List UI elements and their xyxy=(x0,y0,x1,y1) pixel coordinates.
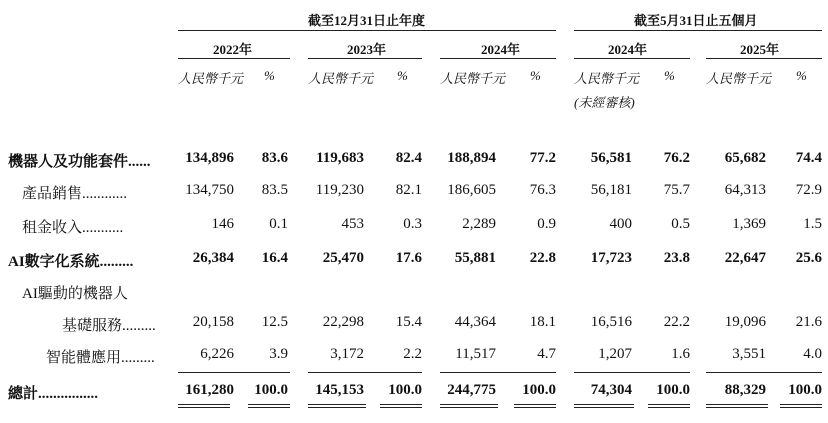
value-2024-5m-amount: 56,581 xyxy=(590,150,632,166)
value-2022-pct: 83.5 xyxy=(261,182,288,198)
subtotal-rule xyxy=(706,372,822,373)
value-2024-5m-amount: 74,304 xyxy=(590,382,632,398)
row-label xyxy=(8,382,98,403)
value-2025-5m-pct: 4.0 xyxy=(803,346,822,362)
value-2023-pct: 100.0 xyxy=(388,382,422,398)
value-2022-pct: 100.0 xyxy=(254,382,288,398)
value-2023-amount: 22,298 xyxy=(322,314,364,330)
group-rule-five-months xyxy=(574,30,822,31)
value-2025-5m-pct: 1.5 xyxy=(803,216,822,232)
value-2025-5m-amount: 1,369 xyxy=(732,216,766,232)
pct-header-2024: % xyxy=(530,68,541,83)
value-2022-amount: 134,896 xyxy=(185,150,234,166)
row-label xyxy=(8,150,151,171)
unit-header-2022: 人民幣千元 xyxy=(178,71,244,86)
pct-header-2022: % xyxy=(264,68,275,83)
total-double-rule xyxy=(574,404,634,408)
subtotal-rule xyxy=(440,372,556,373)
value-2024-pct: 77.2 xyxy=(529,150,556,166)
value-2023-amount: 145,153 xyxy=(315,382,364,398)
total-double-rule xyxy=(380,404,422,408)
value-2024-amount: 2,289 xyxy=(462,216,496,232)
value-2024-pct: 18.1 xyxy=(529,314,556,330)
row-label-text: 產品銷售 xyxy=(22,186,83,202)
row-label-leader: ......... xyxy=(121,350,155,366)
value-2024-5m-pct: 75.7 xyxy=(663,182,690,198)
row-label-text: 機器人及功能套件 xyxy=(8,154,129,170)
unit-header-2024: 人民幣千元 xyxy=(440,71,506,86)
value-2023-amount: 25,470 xyxy=(322,250,364,266)
value-2024-amount: 44,364 xyxy=(454,314,496,330)
value-2022-pct: 12.5 xyxy=(261,314,288,330)
year-rule-2022 xyxy=(178,58,290,59)
value-2025-5m-amount: 22,647 xyxy=(724,250,766,266)
value-2025-5m-amount: 88,329 xyxy=(724,382,766,398)
row-label xyxy=(8,250,133,271)
row-label-text: AI數字化系統 xyxy=(8,254,100,270)
value-2025-5m-pct: 100.0 xyxy=(788,382,822,398)
value-2024-5m-amount: 16,516 xyxy=(590,314,632,330)
total-double-rule xyxy=(648,404,690,408)
row-label-leader: ............ xyxy=(82,186,128,202)
year-header-2022: 2022年 xyxy=(213,42,253,57)
year-header-2024: 2024年 xyxy=(481,42,521,57)
value-2022-amount: 20,158 xyxy=(192,314,234,330)
row-label-leader: ......... xyxy=(99,254,134,270)
row-label-text: AI驅動的機器人 xyxy=(22,286,128,302)
value-2024-pct: 22.8 xyxy=(529,250,556,266)
value-2024-amount: 244,775 xyxy=(447,382,496,398)
subtotal-rule xyxy=(308,372,422,373)
value-2022-amount: 161,280 xyxy=(185,382,234,398)
row-label xyxy=(22,282,128,303)
value-2023-pct: 17.6 xyxy=(395,250,422,266)
row-label-leader: ...... xyxy=(128,154,151,170)
unit-header-2023: 人民幣千元 xyxy=(308,71,374,86)
value-2022-pct: 3.9 xyxy=(269,346,288,362)
total-double-rule xyxy=(780,404,822,408)
total-double-rule xyxy=(514,404,556,408)
value-2023-amount: 119,230 xyxy=(315,182,364,198)
value-2025-5m-amount: 64,313 xyxy=(724,182,766,198)
unaudited-note: (未經審核) xyxy=(574,95,635,110)
value-2024-5m-pct: 76.2 xyxy=(663,150,690,166)
value-2023-amount: 119,683 xyxy=(316,150,364,166)
row-label-text: 租金收入 xyxy=(22,220,83,236)
value-2024-amount: 186,605 xyxy=(447,182,496,198)
value-2025-5m-pct: 72.9 xyxy=(795,182,822,198)
value-2023-pct: 15.4 xyxy=(395,314,422,330)
total-double-rule xyxy=(706,404,768,408)
row-label xyxy=(22,216,123,237)
value-2024-pct: 4.7 xyxy=(537,346,556,362)
year-header-2024-five-months: 2024年 xyxy=(608,42,648,57)
total-double-rule xyxy=(308,404,366,408)
year-rule-2024-five-months xyxy=(574,58,690,59)
value-2024-amount: 188,894 xyxy=(447,150,496,166)
value-2023-amount: 453 xyxy=(341,216,364,232)
value-2024-pct: 76.3 xyxy=(529,182,556,198)
pct-header-2024-five-months: % xyxy=(664,68,675,83)
row-label-leader: ........... xyxy=(82,220,124,236)
row-label-leader: ......... xyxy=(122,318,156,334)
subtotal-rule xyxy=(574,372,690,373)
group-header-five-months: 截至5月31日止五個月 xyxy=(634,13,758,28)
row-label-text: 基礎服務 xyxy=(62,318,123,334)
row-label-text: 智能體應用 xyxy=(46,350,122,366)
year-rule-2023 xyxy=(308,58,422,59)
total-double-rule xyxy=(178,404,230,408)
value-2024-5m-pct: 0.5 xyxy=(671,216,690,232)
value-2024-amount: 11,517 xyxy=(455,346,496,362)
value-2023-pct: 82.1 xyxy=(395,182,422,198)
value-2024-amount: 55,881 xyxy=(454,250,496,266)
unit-header-2025-five-months: 人民幣千元 xyxy=(706,71,772,86)
value-2024-5m-pct: 23.8 xyxy=(663,250,690,266)
row-label xyxy=(62,314,156,335)
subtotal-rule xyxy=(178,372,290,373)
value-2022-amount: 26,384 xyxy=(192,250,234,266)
value-2024-5m-pct: 1.6 xyxy=(671,346,690,362)
value-2022-pct: 83.6 xyxy=(261,150,288,166)
group-rule-fiscal-years xyxy=(178,30,556,31)
value-2023-pct: 82.4 xyxy=(395,150,422,166)
value-2024-pct: 100.0 xyxy=(522,382,556,398)
value-2022-pct: 0.1 xyxy=(269,216,288,232)
value-2024-5m-amount: 1,207 xyxy=(598,346,632,362)
value-2025-5m-pct: 21.6 xyxy=(795,314,822,330)
year-rule-2025-five-months xyxy=(706,58,822,59)
value-2025-5m-amount: 3,551 xyxy=(732,346,766,362)
value-2024-5m-amount: 56,181 xyxy=(590,182,632,198)
value-2022-amount: 6,226 xyxy=(200,346,234,362)
pct-header-2025-five-months: % xyxy=(796,68,807,83)
value-2022-amount: 134,750 xyxy=(185,182,234,198)
total-double-rule xyxy=(440,404,498,408)
row-label-text: 總計 xyxy=(8,386,39,402)
value-2023-amount: 3,172 xyxy=(330,346,364,362)
pct-header-2023: % xyxy=(397,68,408,83)
row-label xyxy=(22,182,127,203)
value-2024-5m-pct: 22.2 xyxy=(663,314,690,330)
row-label-leader: ................ xyxy=(38,386,99,402)
year-header-2023: 2023年 xyxy=(347,42,387,57)
total-double-rule xyxy=(248,404,290,408)
value-2025-5m-amount: 65,682 xyxy=(724,150,766,166)
value-2025-5m-amount: 19,096 xyxy=(724,314,766,330)
value-2022-pct: 16.4 xyxy=(261,250,288,266)
value-2023-pct: 2.2 xyxy=(403,346,422,362)
value-2025-5m-pct: 25.6 xyxy=(795,250,822,266)
year-rule-2024 xyxy=(440,58,556,59)
row-label xyxy=(46,346,155,367)
value-2024-5m-pct: 100.0 xyxy=(656,382,690,398)
value-2022-amount: 146 xyxy=(211,216,234,232)
value-2024-5m-amount: 400 xyxy=(609,216,632,232)
value-2023-pct: 0.3 xyxy=(403,216,422,232)
unit-header-2024-five-months: 人民幣千元 xyxy=(574,71,640,86)
value-2024-5m-amount: 17,723 xyxy=(590,250,632,266)
year-header-2025-five-months: 2025年 xyxy=(740,42,780,57)
group-header-fiscal-years: 截至12月31日止年度 xyxy=(308,13,426,28)
value-2024-pct: 0.9 xyxy=(537,216,556,232)
value-2025-5m-pct: 74.4 xyxy=(795,150,822,166)
